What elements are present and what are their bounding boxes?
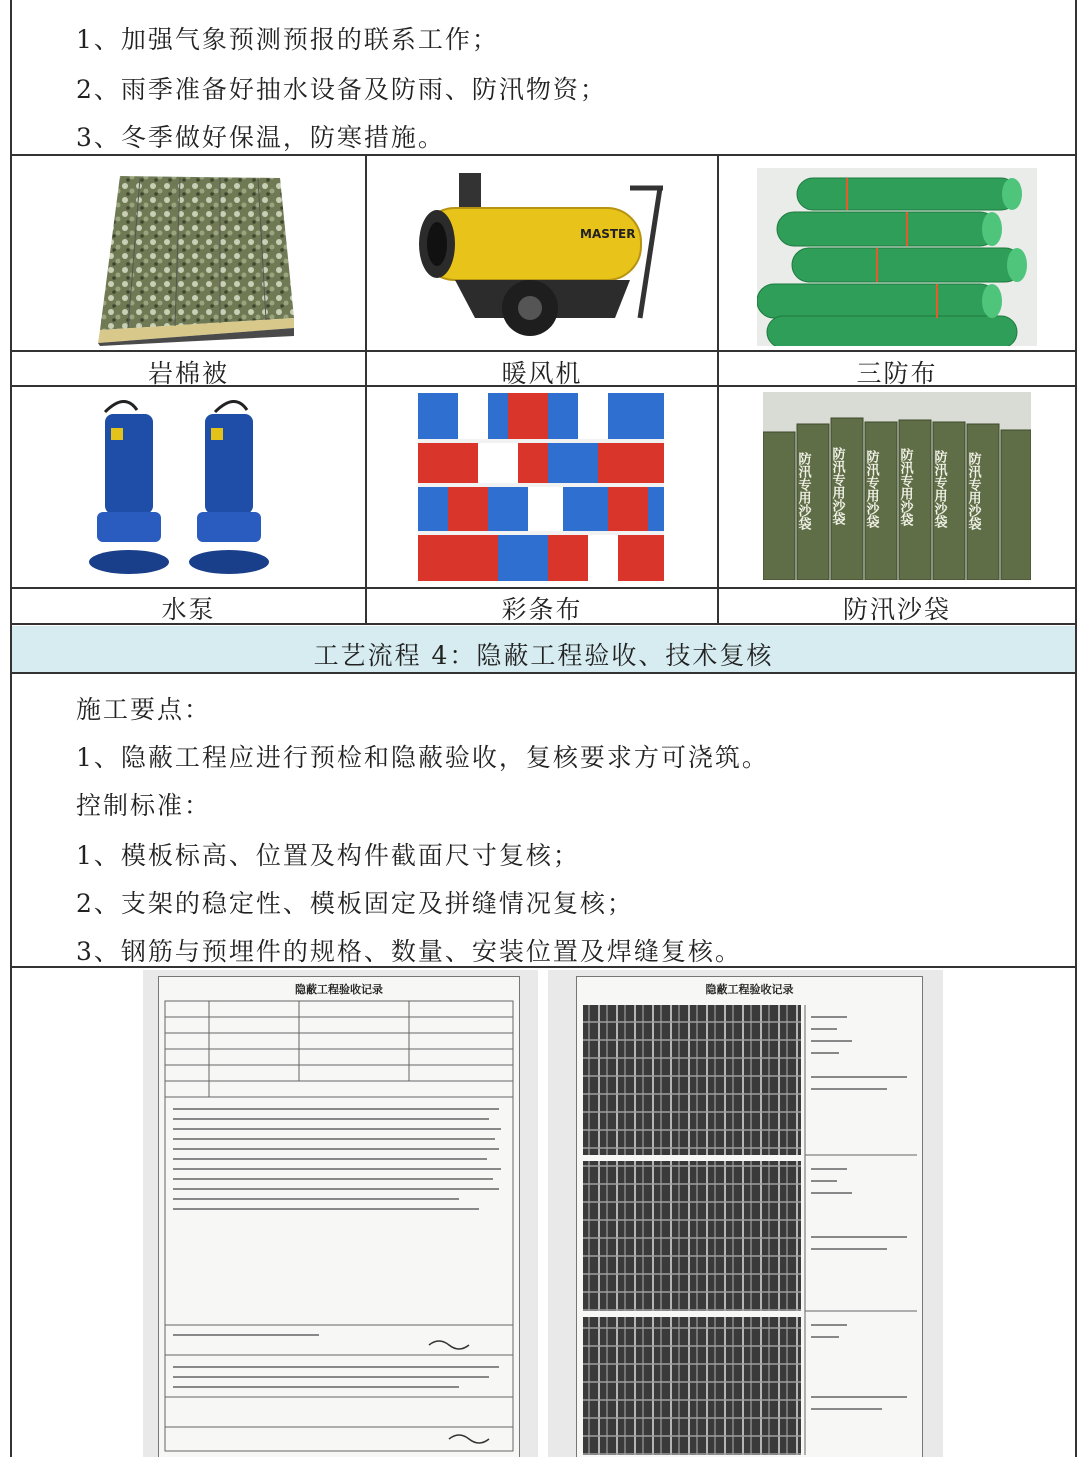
sandbag-text: 防汛专用沙袋: [965, 452, 981, 530]
sandbag-text: 防汛专用沙袋: [829, 447, 845, 525]
sandbag-text: 防汛专用沙袋: [795, 452, 811, 530]
caption-tarp: 三防布: [856, 359, 938, 388]
record-title: 隐蔽工程验收记录: [295, 983, 383, 996]
measure-line-2: 2、雨季准备好抽水设备及防雨、防汛物资；: [76, 75, 607, 104]
record-title: 隐蔽工程验收记录: [705, 983, 794, 996]
control-item-3: 3、钢筋与预埋件的规格、数量、安装位置及焊缝复核。: [76, 937, 742, 966]
row-divider: [10, 154, 1077, 156]
heater-image: [415, 168, 670, 346]
measure-line-3: 3、冬季做好保温，防寒措施。: [76, 123, 445, 152]
row-divider: [10, 672, 1077, 674]
measure-line-1: 1、加强气象预测预报的联系工作；: [76, 25, 499, 54]
inspection-record-photo-right: [548, 970, 943, 1457]
construction-points-heading: 施工要点：: [76, 695, 212, 724]
sandbag-text: 防汛专用沙袋: [931, 450, 947, 528]
caption-sandbag: 防汛沙袋: [842, 595, 951, 624]
process-title: 工艺流程 4：隐蔽工程验收、技术复核: [313, 641, 774, 670]
inspection-record-sheet: [158, 976, 520, 1457]
caption-heater: 暖风机: [501, 359, 583, 388]
water-pump-image: [85, 392, 270, 580]
caption-water-pump: 水泵: [161, 595, 216, 624]
striped-tarp-image: [418, 393, 664, 581]
sandbag-text: 防汛专用沙袋: [863, 450, 879, 528]
control-item-1: 1、模板标高、位置及构件截面尺寸复核；: [76, 841, 580, 870]
rock-wool-blanket-image: [80, 168, 294, 346]
inspection-record-sheet: [576, 976, 923, 1457]
control-item-2: 2、支架的稳定性、模板固定及拼缝情况复核；: [76, 889, 634, 918]
construction-point-1: 1、隐蔽工程应进行预检和隐蔽验收，复核要求方可浇筑。: [76, 743, 769, 772]
sandbag-text: 防汛专用沙袋: [897, 448, 913, 526]
heater-brand-text: MASTER: [580, 227, 636, 241]
caption-rock-wool: 岩棉被: [147, 359, 229, 388]
sandbag-image: [763, 392, 1031, 580]
inspection-record-photo-left: [143, 970, 538, 1457]
tarp-rolls-image: [757, 168, 1037, 346]
control-standard-heading: 控制标准：: [76, 791, 212, 820]
caption-striped-tarp: 彩条布: [501, 595, 583, 624]
row-divider: [10, 587, 1077, 589]
row-divider: [10, 350, 1077, 352]
